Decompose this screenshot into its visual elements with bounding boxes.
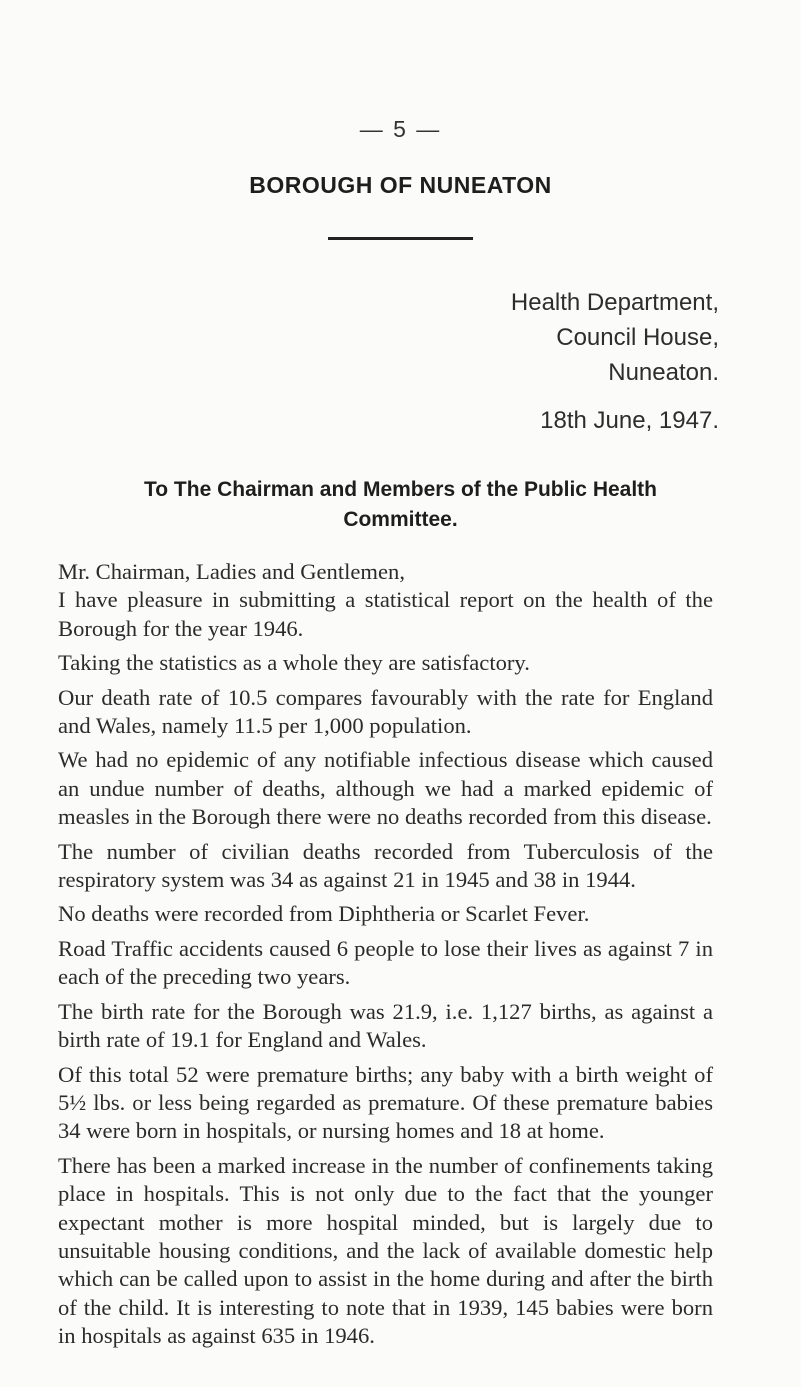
paragraph-hospital-confinements: There has been a marked increase in the number of confinements taking place in hospitals. This is not only due to the fact that the younger expectant mother is more hospital minded, but is largely due to unsuitable housing conditions, and the lack of available domestic help which can be called upon to assist in the home during and after the birth of the child. It is interesting to note that in 1939, 145 babies were born in hospitals as against 635 in 1946. (58, 1152, 713, 1349)
page-number: — 5 — (359, 116, 442, 142)
paragraph-diphtheria: No deaths were recorded from Diphtheria or Scarlet Fever. (58, 901, 590, 927)
addressee-line-2: Committee. (343, 508, 458, 531)
address-line-department: Health Department, (510, 289, 719, 316)
borough-title: BOROUGH OF NUNEATON (249, 172, 552, 198)
letter-body (58, 558, 713, 1357)
paragraph-intro: I have pleasure in submitting a statistical report on the health of the Borough for the year 1946. (58, 587, 713, 641)
paragraph-tuberculosis: The number of civilian deaths recorded from Tuberculosis of the respiratory system was 34 as against 21 in 1945 and 38 in 1944. (58, 838, 713, 893)
address-line-building: Council House, (556, 324, 719, 351)
addressee-line-1: To The Chairman and Members of the Public Health (143, 478, 657, 501)
paragraph-premature-births: Of this total 52 were premature births; any baby with a birth weight of 5½ lbs. or less being regarded as premature. Of these premature babies 34 were born in hospitals, or nursing homes and 18 at home. (58, 1061, 713, 1144)
paragraph-road-traffic: Road Traffic accidents caused 6 people to lose their lives as against 7 in each of the preceding two years. (58, 935, 713, 990)
address-line-town: Nuneaton. (608, 359, 719, 386)
addressee-heading (40, 475, 761, 535)
paragraph-death-rate: Our death rate of 10.5 compares favourably with the rate for England and Wales, namely 11.5 per 1,000 population. (58, 684, 713, 739)
paragraph-birth-rate: The birth rate for the Borough was 21.9, i.e. 1,127 births, as against a birth rate of 19.1 for England and Wales. (58, 998, 713, 1053)
paragraph-statistics: Taking the statistics as a whole they are satisfactory. (58, 650, 530, 676)
letter-date: 18th June, 1947. (540, 407, 719, 434)
salutation: Mr. Chairman, Ladies and Gentlemen, (58, 559, 405, 584)
title-divider (328, 237, 473, 240)
sender-address (511, 285, 719, 438)
paragraph-epidemics: We had no epidemic of any notifiable infectious disease which caused an undue number of deaths, although we had a marked epidemic of measles in the Borough there were no deaths recorded from this disease. (58, 747, 713, 830)
